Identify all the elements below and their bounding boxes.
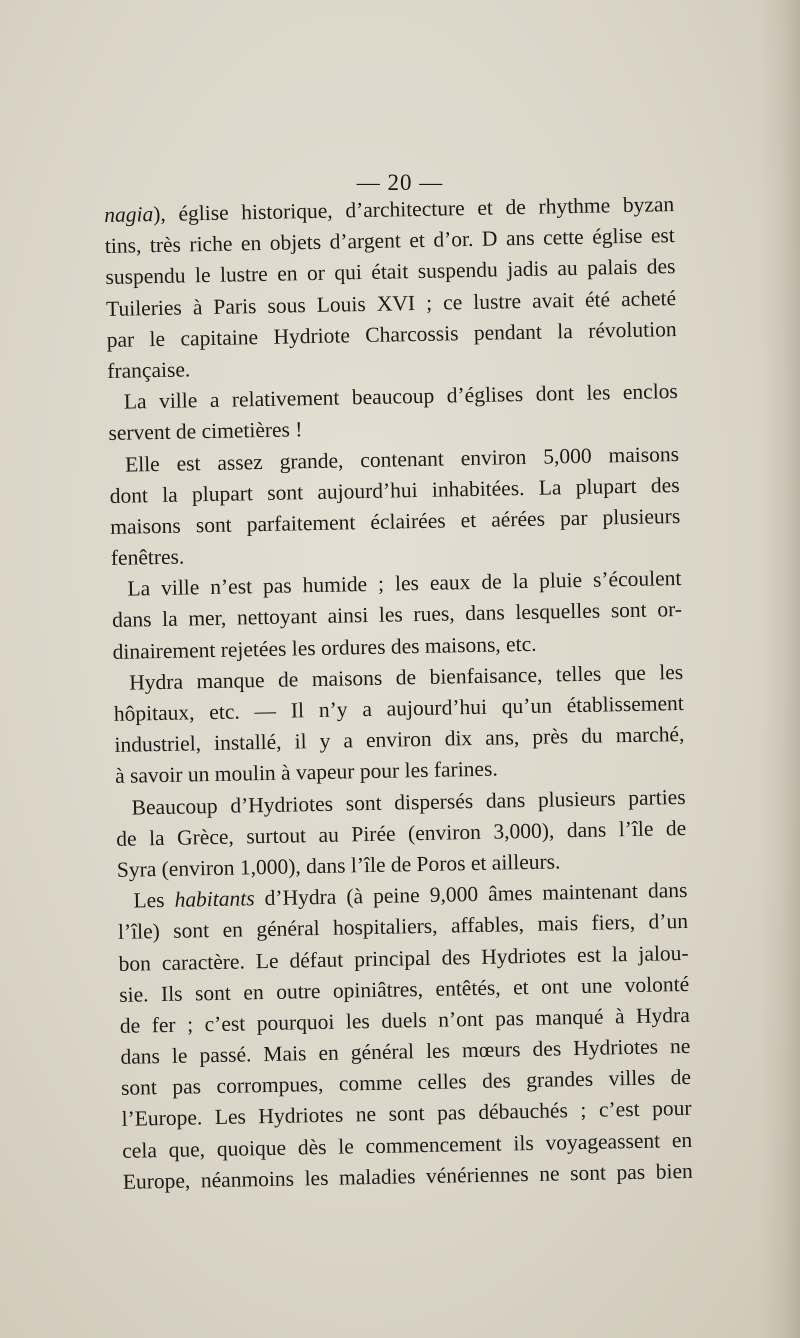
italic-word: nagia [104,202,154,227]
text-line: de fer ; c’est pourquoi les duels n’ont pas manqué à Hydra [119,1002,690,1038]
page-number: — 20 — [356,170,444,195]
text-line: Tuileries à Paris sous Louis XVI ; ce lustre avait été acheté [105,285,677,321]
text-line: l’île) sont en général hospitaliers, affables, mais fiers, d’un [117,909,689,945]
text-line: nagia), église historique, d’architecture et de rhythme byzan [104,192,675,227]
text-line: dinairement rejetées les ordures des maisons, etc. [112,631,537,664]
text-line: française. [107,357,191,383]
page-edge-shadow [760,0,800,1338]
text-line: Syra (environ 1,000), dans l’île de Poros et ailleurs. [116,849,561,882]
text-line: à savoir un moulin à vapeur pour les farines. [114,756,498,789]
text-line: bon caractère. Le défaut principal des Hydriotes est la jalou- [118,940,689,976]
text-line: La ville n’est pas humide ; les eaux de la pluie s’écoulent [127,566,682,601]
text-line: maisons sont parfaitement éclairées et aérées par plusieurs [110,503,681,539]
text-line: industriel, installé, il y a environ dix ans, près du marché, [114,722,685,758]
text-line: fenêtres. [110,544,185,570]
text-line: Europe, néanmoins les maladies vénériennes ne sont pas bien [122,1158,693,1194]
text-line: dans la mer, nettoyant ainsi les rues, dans lesquelles sont or- [111,597,683,633]
text-line: Les habitants d’Hydra (à peine 9,000 âmes maintenant dans [133,878,688,913]
text-line: sie. Ils sont en outre opiniâtres, entêtés, et ont une volonté [119,971,690,1007]
text-line: hôpitaux, etc. — Il n’y a aujourd’hui qu’un établissement [113,690,684,726]
text-line: par le capitaine Hydriote Charcossis pendant la révolution [106,316,677,352]
text-line: servent de cimetières ! [108,417,303,446]
italic-word: habitants [174,886,255,912]
text-line: l’Europe. Les Hydriotes ne sont pas débauchés ; c’est pour [121,1096,692,1132]
text-line: cela que, quoique dès le commencement ils voyageassent en [122,1127,693,1163]
text-line: tins, très riche en objets d’argent et d’or. D ans cette église est [104,223,676,259]
text-line: de la Grèce, surtout au Pirée (environ 3,000), dans l’île de [116,815,687,851]
text-line: sont pas corrompues, comme celles des grandes villes de [120,1065,692,1101]
body-text [104,189,693,1198]
text-line: dans le passé. Mais en général les mœurs des Hydriotes ne [120,1033,691,1069]
text-line: suspendu le lustre en or qui était suspendu jadis au palais des [105,254,676,290]
text-line: La ville a relativement beaucoup d’églises dont les enclos [123,379,679,414]
text-line: Hydra manque de maisons de bienfaisance, telles que les [129,659,684,695]
text-line: Beaucoup d’Hydriotes sont dispersés dans plusieurs parties [131,784,686,820]
text-line: dont la plupart sont aujourd’hui inhabitées. La plupart des [109,472,680,508]
text-line: Elle est assez grande, contenant environ 5,000 maisons [124,441,680,477]
